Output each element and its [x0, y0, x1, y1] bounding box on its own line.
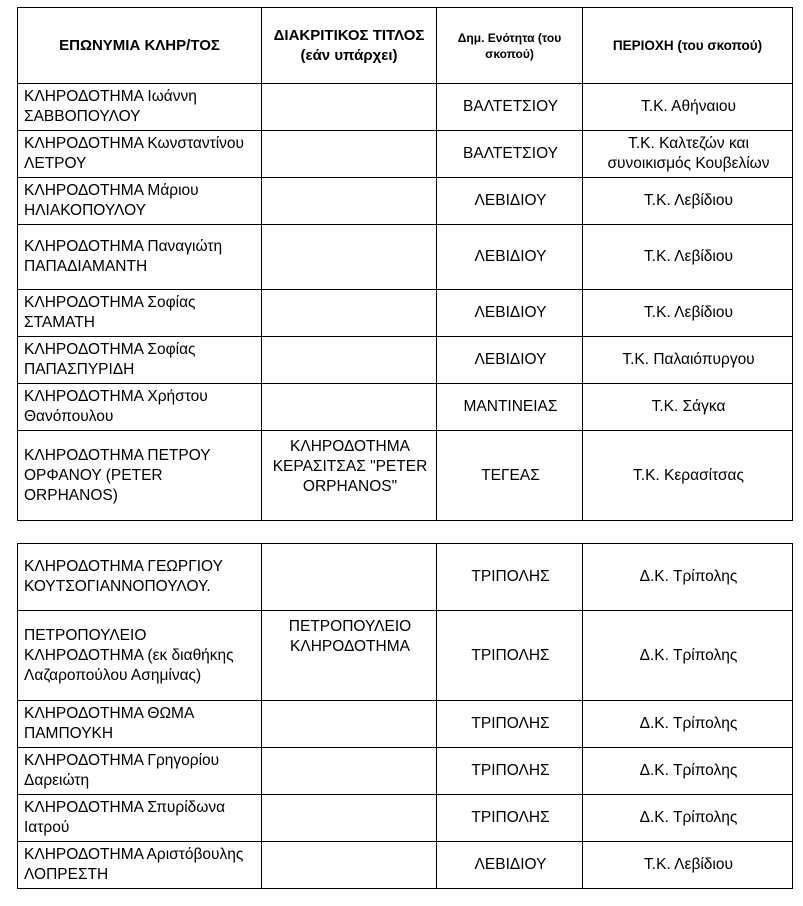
cell-bequest-name: ΚΛΗΡΟΔΟΤΗΜΑ Χρήστου Θανόπουλου [18, 384, 262, 431]
cell-distinctive-title [262, 544, 437, 611]
header-unit: Δημ. Ενότητα (του σκοπού) [437, 8, 583, 84]
cell-municipal-unit: ΤΡΙΠΟΛΗΣ [437, 611, 583, 701]
cell-bequest-name: ΚΛΗΡΟΔΟΤΗΜΑ Ιωάννη ΣΑΒΒΟΠΟΥΛΟΥ [18, 84, 262, 131]
cell-bequest-name: ΚΛΗΡΟΔΟΤΗΜΑ Κωνσταντίνου ΛΕΤΡΟΥ [18, 131, 262, 178]
cell-municipal-unit: ΛΕΒΙΔΙΟΥ [437, 225, 583, 290]
table-row [18, 842, 793, 889]
header-area: ΠΕΡΙΟΧΗ (του σκοπού) [583, 8, 793, 84]
table-body-part-2 [18, 544, 793, 889]
cell-distinctive-title [262, 842, 437, 889]
cell-area: Τ.Κ. Αθήναιου [583, 84, 793, 131]
cell-area: Δ.Κ. Τρίπολης [583, 701, 793, 748]
cell-municipal-unit: ΛΕΒΙΔΙΟΥ [437, 842, 583, 889]
cell-area: Τ.Κ. Κερασίτσας [583, 431, 793, 521]
table-row [18, 748, 793, 795]
table-row [18, 290, 793, 337]
table-row [18, 431, 793, 521]
cell-bequest-name: ΚΛΗΡΟΔΟΤΗΜΑ Παναγιώτη ΠΑΠΑΔΙΑΜΑΝΤΗ [18, 225, 262, 290]
cell-area: Τ.Κ. Λεβίδιου [583, 842, 793, 889]
cell-distinctive-title [262, 178, 437, 225]
cell-distinctive-title [262, 384, 437, 431]
bequest-table-part-1 [17, 7, 793, 521]
cell-municipal-unit: ΛΕΒΙΔΙΟΥ [437, 290, 583, 337]
table-row [18, 225, 793, 290]
table-row [18, 544, 793, 611]
cell-distinctive-title: ΚΛΗΡΟΔΟΤΗΜΑ ΚΕΡΑΣΙΤΣΑΣ "PETER ORPHANOS" [262, 431, 437, 521]
bequest-table-part-2 [17, 543, 793, 889]
cell-municipal-unit: ΤΕΓΕΑΣ [437, 431, 583, 521]
cell-area: Τ.Κ. Παλαιόπυργου [583, 337, 793, 384]
table-row [18, 337, 793, 384]
cell-area: Τ.Κ. Λεβίδιου [583, 225, 793, 290]
cell-bequest-name: ΚΛΗΡΟΔΟΤΗΜΑ Σπυρίδωνα Ιατρού [18, 795, 262, 842]
table-body-part-1 [18, 84, 793, 521]
header-name: ΕΠΩΝΥΜΙΑ ΚΛΗΡ/ΤΟΣ [18, 8, 262, 84]
cell-area: Τ.Κ. Λεβίδιου [583, 290, 793, 337]
cell-municipal-unit: ΜΑΝΤΙΝΕΙΑΣ [437, 384, 583, 431]
table-row [18, 701, 793, 748]
table-row [18, 611, 793, 701]
cell-bequest-name: ΚΛΗΡΟΔΟΤΗΜΑ ΘΩΜΑ ΠΑΜΠΟΥΚΗ [18, 701, 262, 748]
table-row [18, 84, 793, 131]
cell-distinctive-title [262, 131, 437, 178]
table-row [18, 795, 793, 842]
header-title: ΔΙΑΚΡΙΤΙΚΟΣ ΤΙΤΛΟΣ (εάν υπάρχει) [262, 8, 437, 84]
cell-distinctive-title [262, 337, 437, 384]
cell-area: Δ.Κ. Τρίπολης [583, 795, 793, 842]
cell-bequest-name: ΚΛΗΡΟΔΟΤΗΜΑ Γρηγορίου Δαρειώτη [18, 748, 262, 795]
cell-distinctive-title [262, 84, 437, 131]
cell-municipal-unit: ΛΕΒΙΔΙΟΥ [437, 337, 583, 384]
cell-municipal-unit: ΤΡΙΠΟΛΗΣ [437, 795, 583, 842]
header-row [18, 8, 793, 84]
cell-distinctive-title [262, 748, 437, 795]
cell-distinctive-title: ΠΕΤΡΟΠΟΥΛΕΙΟ ΚΛΗΡΟΔΟΤΗΜΑ [262, 611, 437, 701]
cell-municipal-unit: ΒΑΛΤΕΤΣΙΟΥ [437, 131, 583, 178]
cell-area: Τ.Κ. Λεβίδιου [583, 178, 793, 225]
cell-bequest-name: ΠΕΤΡΟΠΟΥΛΕΙΟ ΚΛΗΡΟΔΟΤΗΜΑ (εκ διαθήκης Λαζαροπούλου Ασημίνας) [18, 611, 262, 701]
cell-bequest-name: ΚΛΗΡΟΔΟΤΗΜΑ Μάριου ΗΛΙΑΚΟΠΟΥΛΟΥ [18, 178, 262, 225]
cell-bequest-name: ΚΛΗΡΟΔΟΤΗΜΑ Σοφίας ΣΤΑΜΑΤΗ [18, 290, 262, 337]
table-row [18, 131, 793, 178]
cell-bequest-name: ΚΛΗΡΟΔΟΤΗΜΑ ΠΕΤΡΟΥ ΟΡΦΑΝΟΥ (PETER ORPHANOS) [18, 431, 262, 521]
cell-area: Τ.Κ. Σάγκα [583, 384, 793, 431]
table-row [18, 178, 793, 225]
cell-distinctive-title [262, 795, 437, 842]
cell-municipal-unit: ΛΕΒΙΔΙΟΥ [437, 178, 583, 225]
cell-distinctive-title [262, 701, 437, 748]
table-row [18, 384, 793, 431]
cell-area: Τ.Κ. Καλτεζών και συνοικισμός Κουβελίων [583, 131, 793, 178]
cell-bequest-name: ΚΛΗΡΟΔΟΤΗΜΑ ΓΕΩΡΓΙΟΥ ΚΟΥΤΣΟΓΙΑΝΝΟΠΟΥΛΟΥ. [18, 544, 262, 611]
cell-distinctive-title [262, 225, 437, 290]
cell-area: Δ.Κ. Τρίπολης [583, 611, 793, 701]
cell-municipal-unit: ΤΡΙΠΟΛΗΣ [437, 544, 583, 611]
cell-municipal-unit: ΤΡΙΠΟΛΗΣ [437, 701, 583, 748]
cell-municipal-unit: ΤΡΙΠΟΛΗΣ [437, 748, 583, 795]
cell-municipal-unit: ΒΑΛΤΕΤΣΙΟΥ [437, 84, 583, 131]
cell-bequest-name: ΚΛΗΡΟΔΟΤΗΜΑ Σοφίας ΠΑΠΑΣΠΥΡΙΔΗ [18, 337, 262, 384]
cell-distinctive-title [262, 290, 437, 337]
cell-area: Δ.Κ. Τρίπολης [583, 544, 793, 611]
cell-area: Δ.Κ. Τρίπολης [583, 748, 793, 795]
cell-bequest-name: ΚΛΗΡΟΔΟΤΗΜΑ Αριστόβουλης ΛΟΠΡΕΣΤΗ [18, 842, 262, 889]
